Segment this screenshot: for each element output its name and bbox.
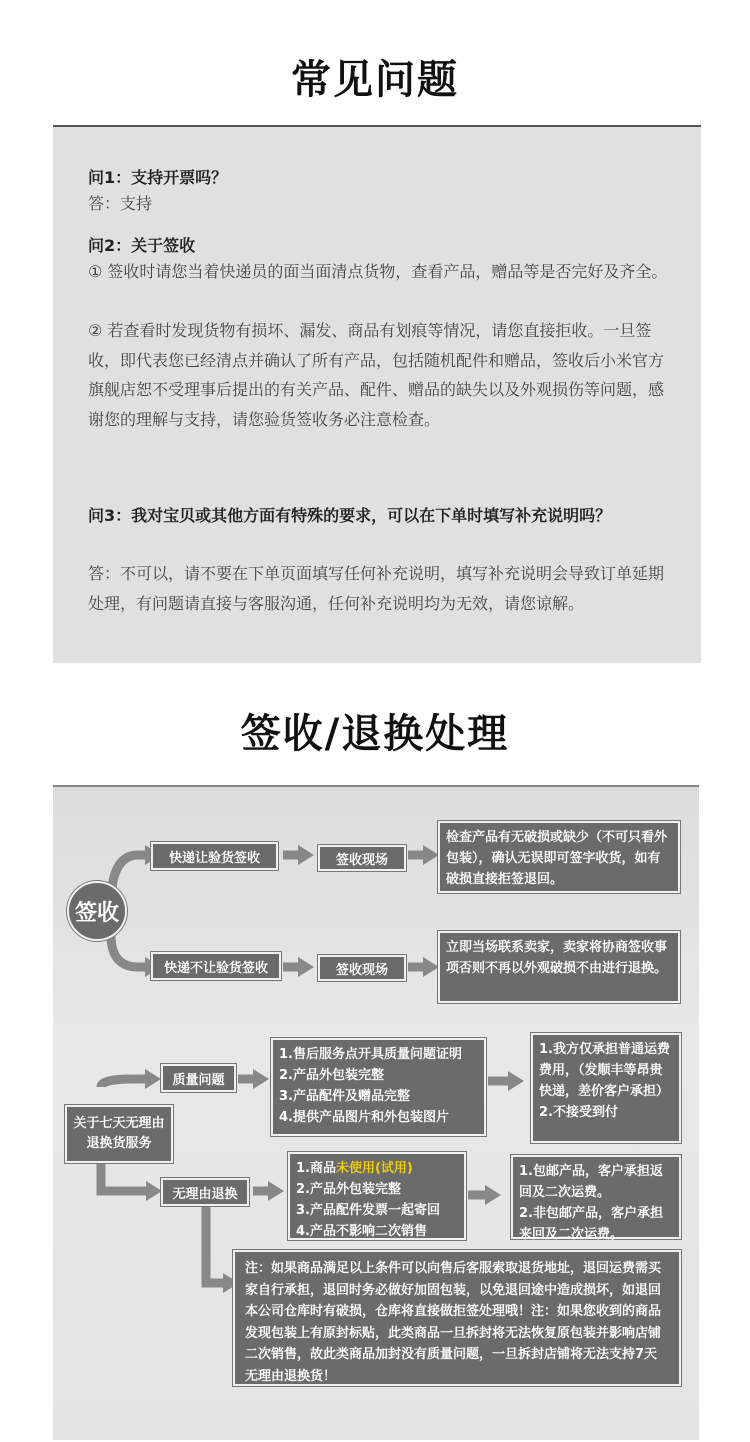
quality-result-2: 2.不接受到付 <box>539 1105 618 1120</box>
scene-1: 签收现场 <box>318 845 406 871</box>
no-reason-result <box>511 1155 681 1242</box>
flow-title: 签收/退换处理 <box>240 711 510 757</box>
quality-issue: 质量问题 <box>161 1064 236 1092</box>
result-no-inspect: 立即当场联系卖家，卖家将协商签收事项否则不再以外观破损不由进行退换。 <box>438 931 680 1003</box>
quality-req-3: 3.产品配件及赠品完整 <box>279 1089 410 1104</box>
quality-req-1: 1.售后服务点开具质量问题证明 <box>279 1047 462 1062</box>
nr-req-3: 3.产品配件发票一起寄回 <box>296 1203 440 1218</box>
nr-req-1-prefix: 1.商品 <box>296 1161 336 1176</box>
nr-req-2: 2.产品外包装完整 <box>296 1182 401 1197</box>
faq-title: 常见问题 <box>291 57 459 103</box>
result-inspect: 检查产品有无破损或缺少（不可只看外包装），确认无误即可签字收货，如有破损直接拒签退回。 <box>438 821 680 893</box>
nr-result-1: 1.包邮产品，客户承担返回及二次运费。 <box>519 1164 663 1200</box>
nr-result-2: 2.非包邮产品，客户承担来回及二次运费。 <box>519 1206 663 1242</box>
faq-q2: 问2：关于签收 <box>88 236 196 255</box>
seven-day-box: 关于七天无理由退换货服务 <box>65 1105 173 1163</box>
no-reason-return: 无理由退换 <box>161 1178 249 1206</box>
branch-no-inspect: 快递不让验货签收 <box>151 952 281 980</box>
nr-req-1 <box>296 1158 458 1179</box>
faq-q3: 问3：我对宝贝或其他方面有特殊的要求，可以在下单时填写补充说明吗？ <box>88 506 612 525</box>
branch-inspect: 快递让验货签收 <box>151 842 278 870</box>
quality-req-2: 2.产品外包装完整 <box>279 1068 384 1083</box>
faq-a3: 答：不可以，请不要在下单页面填写任何补充说明，填写补充说明会导致订单延期处理，有问题请直接与客服沟通，任何补充说明均为无效，请您谅解。 <box>88 564 665 613</box>
no-reason-requirements <box>288 1152 466 1240</box>
faq-panel <box>53 125 701 663</box>
nr-req-4: 4.产品不影响二次销售 <box>296 1224 427 1239</box>
faq-a2-2: ② 若查看时发现货物有损坏、漏发、商品有划痕等情况，请您直接拒收。一旦签收，即代表您已经清点并确认了所有产品，包括随机配件和赠品，签收后小米官方旗舰店恕不受理事后提出的有关产品、配件、赠品的缺失以及外观损伤等问题，感谢您的理解与支持，请您验货签收务必注意检查。 <box>88 321 665 429</box>
sign-circle: 签收 <box>67 881 127 941</box>
return-note: 注：如果商品满足以上条件可以向售后客服索取退货地址，退回运费需买家自行承担，退回时务必做好加固包装，以免退回途中造成损坏，如退回本公司仓库时有破损，仓库将直接做拒签处理哦！注：如果您收到的商品发现包装上有原封标贴，此类商品一旦拆封将无法恢复原包装并影响店铺二次销售，故此类商品加封没有质量问题，一旦拆封店铺将无法支持7天无理由退换货！ <box>233 1250 681 1386</box>
quality-req-4: 4.提供产品图片和外包装图片 <box>279 1110 449 1125</box>
flowchart <box>53 785 699 1440</box>
quality-result-1: 1.我方仅承担普通运费费用，（发顺丰等昂贵快递，差价客户承担） <box>539 1042 670 1099</box>
nr-req-1-highlight: 未使用(试用) <box>335 1161 413 1176</box>
quality-requirements <box>271 1038 486 1136</box>
quality-result <box>531 1033 681 1143</box>
faq-a2-1: ① 签收时请您当着快递员的面当面清点货物，查看产品，赠品等是否完好及齐全。 <box>88 262 668 281</box>
scene-2: 签收现场 <box>318 955 406 981</box>
faq-q1: 问1：支持开票吗？ <box>88 168 228 187</box>
faq-a1: 答：支持 <box>88 194 153 213</box>
